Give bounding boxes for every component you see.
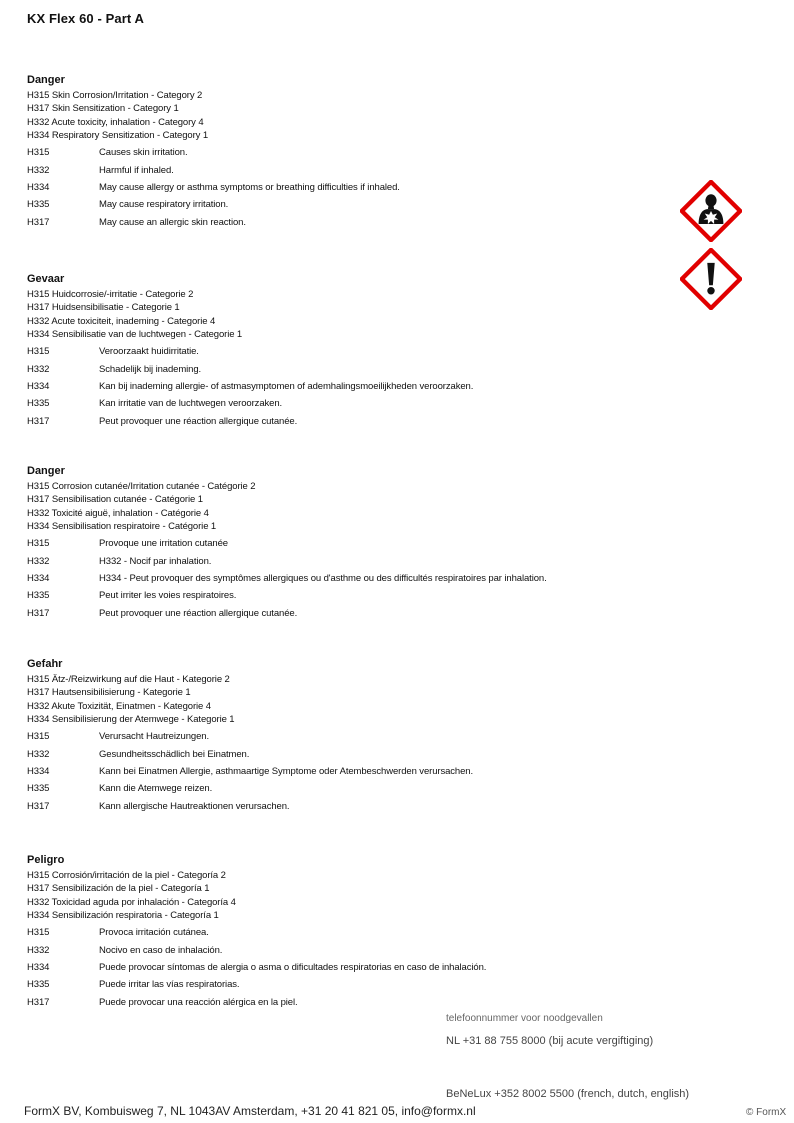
hazard-text: Peut provoquer une réaction allergique cutanée.: [99, 607, 298, 619]
signal-word: Danger: [27, 74, 65, 86]
hazard-section-spanish: [27, 853, 667, 1011]
classification-line: H315 Corrosión/irritación de la piel - Categoría 2: [27, 870, 226, 881]
classification-line: H315 Ätz-/Reizwirkung auf die Haut - Kategorie 2: [27, 674, 230, 685]
hazard-text: Peut provoquer une réaction allergique cutanée.: [99, 415, 298, 427]
hazard-statement-list: [27, 144, 667, 231]
hazard-statement-row: [27, 587, 667, 604]
copyright-notice: © FormX: [746, 1107, 787, 1118]
classification-line: H317 Skin Sensitization - Category 1: [27, 103, 179, 115]
hazard-text: Veroorzaakt huidirritatie.: [99, 346, 199, 358]
hazard-text: Verursacht Hautreizungen.: [99, 731, 209, 743]
hazard-statement-row: [27, 343, 667, 360]
hazard-statement-row: [27, 395, 667, 412]
hazard-statement-list: [27, 728, 667, 815]
emergency-phone-benelux: BeNeLux +352 8002 5500 (french, dutch, english): [446, 1088, 690, 1100]
hazard-code: H332: [27, 748, 50, 760]
hazard-statement-row: [27, 728, 667, 745]
hazard-statement-list: [27, 535, 667, 622]
classification-list: [27, 480, 667, 533]
hazard-statement-list: [27, 924, 667, 1011]
classification-line: H317 Hautsensibilisierung - Kategorie 1: [27, 687, 191, 699]
hazard-section-german: [27, 657, 667, 815]
hazard-code: H335: [27, 590, 50, 602]
classification-line: H315 Skin Corrosion/Irritation - Category 2: [27, 90, 203, 101]
signal-word: Gefahr: [27, 658, 63, 670]
hazard-code: H317: [27, 800, 50, 812]
hazard-statement-row: [27, 413, 667, 430]
hazard-section-dutch: [27, 272, 667, 430]
hazard-statement-row: [27, 196, 667, 213]
hazard-code: H317: [27, 415, 50, 427]
classification-line: H332 Acute toxicity, inhalation - Category 4: [27, 116, 204, 128]
signal-word: Danger: [27, 465, 65, 477]
hazard-text: H332 - Nocif par inhalation.: [99, 555, 212, 567]
classification-line: H334 Sensibilización respiratoria - Categoría 1: [27, 909, 219, 921]
hazard-code: H335: [27, 979, 50, 991]
hazard-statement-row: [27, 144, 667, 161]
classification-line: H334 Respiratory Sensitization - Category 1: [27, 129, 209, 141]
classification-line: H317 Sensibilisation cutanée - Catégorie 1: [27, 494, 203, 506]
hazard-text: Kann allergische Hautreaktionen verursachen.: [99, 800, 290, 812]
hazard-statement-row: [27, 942, 667, 959]
hazard-code: H335: [27, 199, 50, 211]
hazard-statement-row: [27, 361, 667, 378]
hazard-text: Gesundheitsschädlich bei Einatmen.: [99, 748, 250, 760]
hazard-text: Kann die Atemwege reizen.: [99, 783, 213, 795]
hazard-code: H334: [27, 572, 50, 584]
classification-list: [27, 89, 667, 142]
hazard-text: Provoca irritación cutánea.: [99, 927, 209, 939]
hazard-text: Kann bei Einatmen Allergie, asthmaartige Symptome oder Atembeschwerden verursachen.: [99, 765, 474, 777]
hazard-section-english: [27, 73, 667, 231]
hazard-code: H315: [27, 731, 50, 743]
hazard-statement-row: [27, 780, 667, 797]
classification-line: H334 Sensibilisierung der Atemwege - Kategorie 1: [27, 713, 235, 725]
hazard-statement-row: [27, 162, 667, 179]
hazard-statement-row: [27, 976, 667, 993]
company-address: FormX BV, Kombuisweg 7, NL 1043AV Amsterdam, +31 20 41 821 05, info@formx.nl: [24, 1104, 476, 1118]
classification-line: H332 Toxicité aiguë, inhalation - Catégorie 4: [27, 507, 209, 519]
classification-line: H334 Sensibilisation respiratoire - Catégorie 1: [27, 520, 217, 532]
hazard-statement-row: [27, 605, 667, 622]
hazard-text: Schadelijk bij inademing.: [99, 363, 202, 375]
hazard-statement-row: [27, 924, 667, 941]
hazard-statement-row: [27, 378, 667, 395]
hazard-code: H335: [27, 783, 50, 795]
hazard-code: H332: [27, 944, 50, 956]
hazard-code: H317: [27, 607, 50, 619]
hazard-text: Puede provocar síntomas de alergia o asma o dificultades respiratorias en caso de inhalación.: [99, 961, 487, 973]
hazard-text: Kan bij inademing allergie- of astmasymptomen of ademhalingsmoeilijkheden veroorzaken.: [99, 380, 474, 392]
exclamation-mark-icon: [680, 248, 742, 310]
hazard-code: H334: [27, 380, 50, 392]
classification-list: [27, 673, 667, 726]
signal-word: Gevaar: [27, 273, 65, 285]
hazard-statement-row: [27, 535, 667, 552]
hazard-code: H315: [27, 538, 50, 550]
hazard-statement-row: [27, 763, 667, 780]
hazard-statement-row: [27, 179, 667, 196]
hazard-code: H332: [27, 555, 50, 567]
hazard-statement-row: [27, 798, 667, 815]
hazard-statement-row: [27, 570, 667, 587]
hazard-code: H332: [27, 164, 50, 176]
hazard-code: H317: [27, 216, 50, 228]
classification-line: H315 Huidcorrosie/-irritatie - Categorie 2: [27, 289, 194, 300]
hazard-text: Puede provocar una reacción alérgica en la piel.: [99, 996, 298, 1008]
classification-list: [27, 869, 667, 922]
hazard-text: Kan irritatie van de luchtwegen veroorzaken.: [99, 398, 283, 410]
health-hazard-icon: [680, 180, 742, 242]
classification-line: H332 Toxicidad aguda por inhalación - Categoría 4: [27, 896, 236, 908]
classification-list: [27, 288, 667, 341]
hazard-statement-row: [27, 959, 667, 976]
hazard-statement-row: [27, 214, 667, 231]
hazard-code: H315: [27, 147, 50, 159]
hazard-text: Nocivo en caso de inhalación.: [99, 944, 223, 956]
hazard-code: H334: [27, 181, 50, 193]
hazard-code: H334: [27, 961, 50, 973]
emergency-label: telefoonnummer voor noodgevallen: [446, 1013, 603, 1024]
hazard-text: Harmful if inhaled.: [99, 164, 174, 176]
hazard-text: Peut irriter les voies respiratoires.: [99, 590, 237, 602]
classification-line: H315 Corrosion cutanée/Irritation cutanée - Catégorie 2: [27, 481, 256, 492]
hazard-text: Provoque une irritation cutanée: [99, 538, 228, 550]
hazard-text: Causes skin irritation.: [99, 147, 188, 159]
hazard-code: H335: [27, 398, 50, 410]
classification-line: H334 Sensibilisatie van de luchtwegen - Categorie 1: [27, 328, 243, 340]
hazard-code: H317: [27, 996, 50, 1008]
classification-line: H332 Acute toxiciteit, inademing - Categorie 4: [27, 315, 216, 327]
emergency-phone-nl: NL +31 88 755 8000 (bij acute vergiftiging): [446, 1035, 654, 1047]
hazard-text: May cause allergy or asthma symptoms or breathing difficulties if inhaled.: [99, 181, 400, 193]
hazard-statement-row: [27, 746, 667, 763]
classification-line: H317 Huidsensibilisatie - Categorie 1: [27, 302, 180, 314]
signal-word: Peligro: [27, 854, 65, 866]
classification-line: H317 Sensibilización de la piel - Categoría 1: [27, 883, 210, 895]
hazard-text: H334 - Peut provoquer des symptômes allergiques ou d'asthme ou des difficultés respiratoires par inhalation.: [99, 572, 547, 584]
hazard-text: Puede irritar las vías respiratorias.: [99, 979, 240, 991]
document-title: KX Flex 60 - Part A: [27, 11, 145, 26]
ghs-pictograms: [680, 180, 742, 316]
hazard-text: May cause respiratory irritation.: [99, 199, 229, 211]
hazard-text: May cause an allergic skin reaction.: [99, 216, 246, 228]
hazard-code: H332: [27, 363, 50, 375]
hazard-statement-row: [27, 994, 667, 1011]
hazard-statement-row: [27, 553, 667, 570]
hazard-code: H315: [27, 346, 50, 358]
hazard-code: H315: [27, 927, 50, 939]
classification-line: H332 Akute Toxizität, Einatmen - Kategorie 4: [27, 700, 211, 712]
hazard-section-french: [27, 464, 667, 622]
hazard-code: H334: [27, 765, 50, 777]
hazard-statement-list: [27, 343, 667, 430]
